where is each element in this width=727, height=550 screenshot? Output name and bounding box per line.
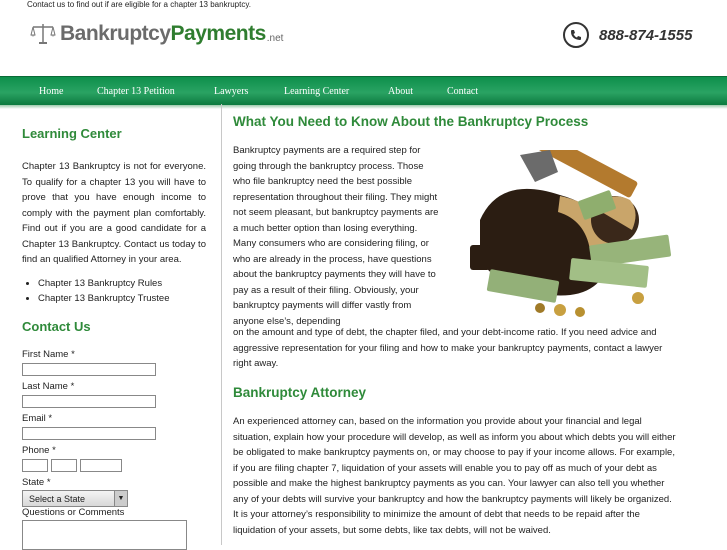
piggy-bank-hammer-image	[440, 150, 682, 320]
nav-home[interactable]: Home	[39, 86, 64, 97]
site-logo[interactable]	[30, 22, 283, 46]
state-select[interactable]	[22, 490, 128, 507]
last-name-field[interactable]	[22, 395, 156, 408]
phone-icon	[563, 22, 589, 48]
phone-prefix-field[interactable]	[51, 459, 77, 472]
scales-icon	[30, 22, 56, 46]
contact-heading: Contact Us	[22, 319, 91, 334]
sidebar-links	[22, 276, 206, 306]
phone-label: Phone *	[22, 445, 56, 456]
email-field[interactable]	[22, 427, 156, 440]
dropdown-arrow-icon: ▼	[114, 491, 127, 506]
comments-textarea[interactable]	[22, 520, 187, 550]
phone-line-field[interactable]	[80, 459, 122, 472]
state-select-value: Select a State	[29, 494, 86, 504]
main-paragraph-1a: Bankruptcy payments are a required step for going through the bankruptcy process. Those who file bankruptcy need the best possible representation throughout their filing. They might not seem pleasant, but bankruptcy payments are a much better option than losing everything. Many consumers who are considering filing, or who are already in the process, have questions about the bankruptcy payments they will have to pay as a result of their filing. Obviously, your bankruptcy payments will differ vastly from anyone else’s, depending	[233, 145, 439, 327]
nav-about[interactable]: About	[388, 86, 413, 97]
column-divider	[221, 104, 222, 545]
email-label: Email *	[22, 413, 53, 424]
nav-lawyers[interactable]: Lawyers	[214, 86, 249, 97]
sidebar-link-trustee[interactable]: • Chapter 13 Bankruptcy Trustee	[38, 291, 206, 306]
first-name-field[interactable]	[22, 363, 156, 376]
main-heading: What You Need to Know About the Bankruptcy Process	[233, 114, 589, 129]
sidebar	[22, 126, 206, 306]
phone-area-code-field[interactable]	[22, 459, 48, 472]
logo-text-suffix: .net	[266, 32, 284, 44]
sidebar-heading: Learning Center	[22, 126, 122, 141]
logo-text-payments: Payments	[170, 22, 266, 45]
logo-text-bankruptcy: Bankruptcy	[60, 22, 171, 45]
phone-block	[563, 22, 692, 48]
nav-learning-center[interactable]: Learning Center	[284, 86, 350, 97]
comments-label: Questions or Comments	[22, 507, 125, 518]
state-label: State *	[22, 477, 51, 488]
nav-chapter-13-petition[interactable]: Chapter 13 Petition	[97, 86, 175, 97]
sidebar-text: Chapter 13 Bankruptcy is not for everyone. To qualify for a chapter 13 you will have to prove that you have enough income to comply with the payment plan comfortably. Find out if you are a good candidate for a Chapter 13 Bankruptcy. Contact us today to find an qualified Attorney in your area.	[22, 161, 206, 265]
main-paragraph-2: An experienced attorney can, based on the information you provide about your financial and legal situation, explain how your procedure will develop, as well as inform you about which debts you will either be obligated to make bankruptcy payments on, or may choose to pay if your income allows. For example, if you are filing chapter 7, liquidation of your assets will enable you to pay off as much of your debt as possible and make the highest bankruptcy payments as you can. Your lawyer can also tell you whether any of your debts will survive your bankruptcy and how the bankruptcy payments will likely be organized. It is your attorney’s responsibility to minimize the amount of debt that needs to be repaid after the liquidation of your assets, but some debts, like tax debts, will not be waived.	[233, 416, 676, 536]
bankruptcy-attorney-heading: Bankruptcy Attorney	[233, 385, 367, 400]
main-paragraph-1b: on the amount and type of debt, the chapter filed, and your debt-income ratio. If you need advice and aggressive representation for your filing and how to make your bankruptcy payments, contact a lawyer right away.	[233, 327, 663, 369]
last-name-label: Last Name *	[22, 381, 75, 392]
first-name-label: First Name *	[22, 349, 75, 360]
nav-shadow	[0, 105, 727, 109]
top-message: Contact us to find out if are eligible for a chapter 13 bankruptcy.	[27, 0, 251, 9]
main-navigation	[0, 76, 727, 105]
sidebar-link-rules[interactable]: • Chapter 13 Bankruptcy Rules	[38, 276, 206, 291]
nav-contact[interactable]: Contact	[447, 86, 479, 97]
phone-number: 888-874-1555	[599, 26, 693, 44]
